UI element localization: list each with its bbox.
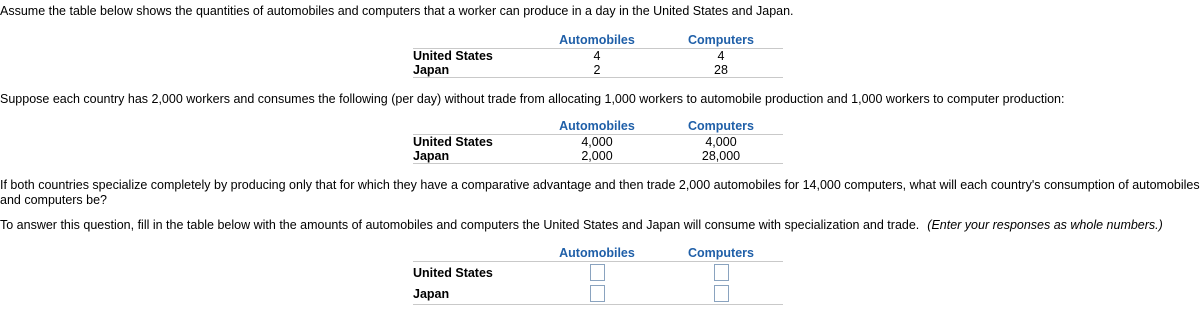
header-automobiles: Automobiles — [535, 119, 659, 135]
cell-automobiles — [535, 262, 659, 284]
table-header-row — [413, 119, 783, 135]
row-label-japan: Japan — [413, 63, 535, 78]
cell-computers: 4,000 — [705, 135, 737, 149]
cell-computers — [659, 262, 783, 284]
table-row — [413, 283, 783, 305]
row-label-united-states: United States — [413, 49, 493, 63]
cell-automobiles: 2,000 — [535, 149, 659, 164]
header-computers: Computers — [659, 33, 783, 49]
consumption-no-trade-table — [413, 119, 783, 164]
japan-automobiles-input[interactable] — [590, 285, 605, 302]
table-row — [413, 262, 783, 284]
japan-computers-input[interactable] — [714, 285, 729, 302]
header-blank — [413, 246, 535, 262]
instruction-note: (Enter your responses as whole numbers.) — [927, 218, 1163, 232]
cell-automobiles: 4 — [593, 49, 601, 63]
table-header-row — [413, 246, 783, 262]
intro-text: Assume the table below shows the quantities of automobiles and computers that a worker can produce in a day in the United States and Japan. — [0, 4, 794, 18]
answer-table — [413, 246, 783, 305]
header-computers: Computers — [659, 119, 783, 135]
table-row — [413, 149, 783, 164]
row-label-japan: Japan — [413, 283, 535, 305]
cell-computers — [659, 283, 783, 305]
us-automobiles-input[interactable] — [590, 264, 605, 281]
productivity-table — [413, 33, 783, 78]
header-automobiles: Automobiles — [535, 246, 659, 262]
row-label-united-states: United States — [413, 265, 493, 280]
question-text: If both countries specialize completely by producing only that for which they have a comparative advantage and then trade 2,000 automobiles for 14,000 computers, what will each country's consumption of automobiles and computers be? — [0, 178, 1200, 207]
row-label-united-states: United States — [413, 135, 493, 149]
us-computers-input[interactable] — [714, 264, 729, 281]
suppose-text: Suppose each country has 2,000 workers and consumes the following (per day) without trade from allocating 1,000 workers to automobile production and 1,000 workers to computer production: — [0, 92, 1065, 106]
row-label-japan: Japan — [413, 149, 535, 164]
instruction-line — [0, 218, 1163, 233]
cell-automobiles: 2 — [535, 63, 659, 78]
cell-computers: 28 — [659, 63, 783, 78]
instruction-text: To answer this question, fill in the table below with the amounts of automobiles and computers the United States and Japan will consume with specialization and trade. — [0, 218, 920, 232]
header-blank — [413, 119, 535, 135]
table-row — [413, 49, 783, 64]
header-blank — [413, 33, 535, 49]
cell-automobiles — [535, 283, 659, 305]
cell-computers: 4 — [717, 49, 725, 63]
table-row — [413, 135, 783, 150]
cell-automobiles: 4,000 — [581, 135, 613, 149]
header-computers: Computers — [659, 246, 783, 262]
cell-computers: 28,000 — [659, 149, 783, 164]
header-automobiles: Automobiles — [535, 33, 659, 49]
table-row — [413, 63, 783, 78]
table-header-row — [413, 33, 783, 49]
